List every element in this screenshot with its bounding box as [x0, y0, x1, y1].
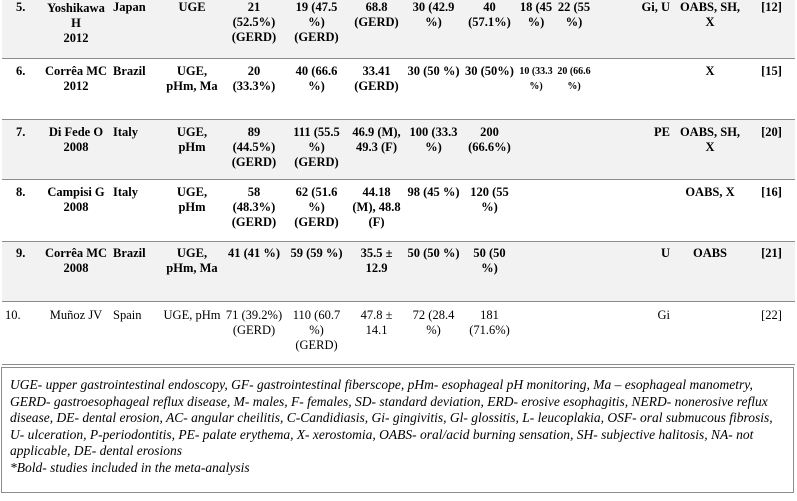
value-cell: 30 (50%) — [462, 58, 517, 119]
method-cell: UGE, pHm — [161, 179, 223, 241]
author-name: Corrêa MC — [44, 63, 108, 78]
value-cell — [555, 301, 593, 364]
value-cell — [555, 241, 593, 301]
author-name: Corrêa MC — [44, 245, 108, 260]
country-cell: Italy — [111, 119, 161, 179]
symptoms-cell: X — [672, 58, 748, 119]
method-cell: UGE, pHm — [161, 119, 223, 179]
method-cell: UGE, pHm, Ma — [161, 241, 223, 301]
value-cell-small-text: 10 (33.3 %) — [519, 65, 553, 92]
author-cell — [41, 119, 111, 179]
value-cell: 200 (66.6%) — [462, 119, 517, 179]
method-cell: UGE, pHm, Ma — [161, 58, 223, 119]
value-cell — [517, 241, 555, 301]
symptoms-cell: OABS, SH, X — [672, 0, 748, 58]
symptoms-cell: OABS, SH, X — [672, 119, 748, 179]
value-cell: 30 (50 %) — [405, 58, 462, 119]
country-cell: Brazil — [111, 58, 161, 119]
value-cell: 68.8 (GERD) — [348, 0, 405, 58]
value-cell: 120 (55 %) — [462, 179, 517, 241]
row-number: 10. — [2, 301, 41, 364]
table-footnote — [1, 367, 794, 493]
study-year: 2008 — [63, 199, 89, 214]
table-row — [2, 179, 795, 241]
reference-cell: [20] — [748, 119, 795, 179]
value-cell: 46.9 (M), 49.3 (F) — [348, 119, 405, 179]
value-cell: 110 (60.7 %) (GERD) — [285, 301, 348, 364]
author-cell — [41, 241, 111, 301]
value-cell: 111 (55.5 %) (GERD) — [285, 119, 348, 179]
value-cell-small-text: 20 (66.6 %) — [557, 65, 591, 92]
value-cell: 181 (71.6%) — [462, 301, 517, 364]
value-cell: 72 (28.4 %) — [405, 301, 462, 364]
value-cell: 100 (33.3 %) — [405, 119, 462, 179]
value-cell: 59 (59 %) — [285, 241, 348, 301]
value-cell — [517, 301, 555, 364]
value-cell: 62 (51.6 %) (GERD) — [285, 179, 348, 241]
author-name: Campisi G — [47, 184, 105, 199]
symptoms-cell: OABS — [672, 241, 748, 301]
table-row — [2, 0, 795, 58]
oral-findings-cell: Gi — [593, 301, 672, 364]
row-number: 5. — [2, 0, 41, 58]
author-cell — [41, 0, 111, 58]
value-cell: 22 (55 %) — [555, 0, 593, 58]
value-cell: 58 (48.3%) (GERD) — [223, 179, 285, 241]
table-row — [2, 58, 795, 119]
bold-studies-note: *Bold- studies included in the meta-analysis — [10, 459, 250, 475]
value-cell: 21 (52.5%) (GERD) — [223, 0, 285, 58]
author-cell — [41, 179, 111, 241]
study-year: 2012 — [63, 78, 89, 93]
country-cell: Japan — [111, 0, 161, 58]
country-cell: Italy — [111, 179, 161, 241]
abbreviations-note: UGE- upper gastrointestinal endoscopy, GF- gastrointestinal fiberscope, pHm- esophageal pH monitoring, Ma – esophageal manometry, GERD- gastroesophageal reflux disease, M- males, F- females, SD- standard deviation, ERD- erosive esophagitis, NERD- nonerosive reflux disease, DE- dental erosion, AC- angular cheilitis, C-Candidiasis, Gi- gingivitis, Gl- glossitis, L- leucoplakia, OSF- oral submucous fibrosis, U- ulceration, P-periodontitis, PE- palate erythema, X- xerostomia, OABS- oral/acid burning sensation, SH- subjective halitosis, NA- not applicable, DE- dental erosions — [10, 377, 773, 459]
author-cell — [41, 58, 111, 119]
value-cell: 30 (42.9 %) — [405, 0, 462, 58]
value-cell: 89 (44.5%) (GERD) — [223, 119, 285, 179]
oral-findings-cell — [593, 58, 672, 119]
oral-findings-cell: Gi, U — [593, 0, 672, 58]
value-cell: 50 (50 %) — [405, 241, 462, 301]
author-name: Muñoz JV — [49, 307, 103, 322]
value-cell: 40 (66.6 %) — [285, 58, 348, 119]
study-year: 2012 — [63, 31, 89, 45]
row-number: 7. — [2, 119, 41, 179]
reference-cell: [15] — [748, 58, 795, 119]
author-name: Yoshikawa H — [47, 1, 105, 30]
row-number: 9. — [2, 241, 41, 301]
value-cell: 18 (45 %) — [517, 0, 555, 58]
value-cell: 50 (50 %) — [462, 241, 517, 301]
value-cell: 98 (45 %) — [405, 179, 462, 241]
value-cell: 20 (33.3%) — [223, 58, 285, 119]
value-cell: 33.41 (GERD) — [348, 58, 405, 119]
value-cell — [555, 119, 593, 179]
reference-cell: [22] — [748, 301, 795, 364]
table-row — [2, 119, 795, 179]
value-cell: 47.8 ± 14.1 — [348, 301, 405, 364]
country-cell: Brazil — [111, 241, 161, 301]
value-cell — [517, 179, 555, 241]
author-cell — [41, 301, 111, 364]
reference-cell: [16] — [748, 179, 795, 241]
value-cell-small — [555, 58, 593, 119]
value-cell: 44.18 (M), 48.8 (F) — [348, 179, 405, 241]
value-cell: 35.5 ± 12.9 — [348, 241, 405, 301]
row-number: 6. — [2, 58, 41, 119]
value-cell — [517, 119, 555, 179]
value-cell-small — [517, 58, 555, 119]
method-cell: UGE, pHm — [161, 301, 223, 364]
oral-findings-cell — [593, 179, 672, 241]
table-row — [2, 241, 795, 301]
symptoms-cell — [672, 301, 748, 364]
author-name: Di Fede O — [48, 124, 104, 139]
oral-findings-cell: U — [593, 241, 672, 301]
value-cell: 40 (57.1%) — [462, 0, 517, 58]
value-cell: 19 (47.5 %) (GERD) — [285, 0, 348, 58]
value-cell: 41 (41 %) — [223, 241, 285, 301]
table-row — [2, 301, 795, 364]
oral-findings-cell: PE — [593, 119, 672, 179]
study-year: 2008 — [63, 260, 89, 275]
studies-table — [2, 0, 795, 365]
reference-cell: [21] — [748, 241, 795, 301]
country-cell: Spain — [111, 301, 161, 364]
value-cell: 71 (39.2%) (GERD) — [223, 301, 285, 364]
value-cell — [555, 179, 593, 241]
symptoms-cell: OABS, X — [672, 179, 748, 241]
reference-cell: [12] — [748, 0, 795, 58]
study-year: 2008 — [63, 139, 89, 154]
method-cell: UGE — [161, 0, 223, 58]
row-number: 8. — [2, 179, 41, 241]
